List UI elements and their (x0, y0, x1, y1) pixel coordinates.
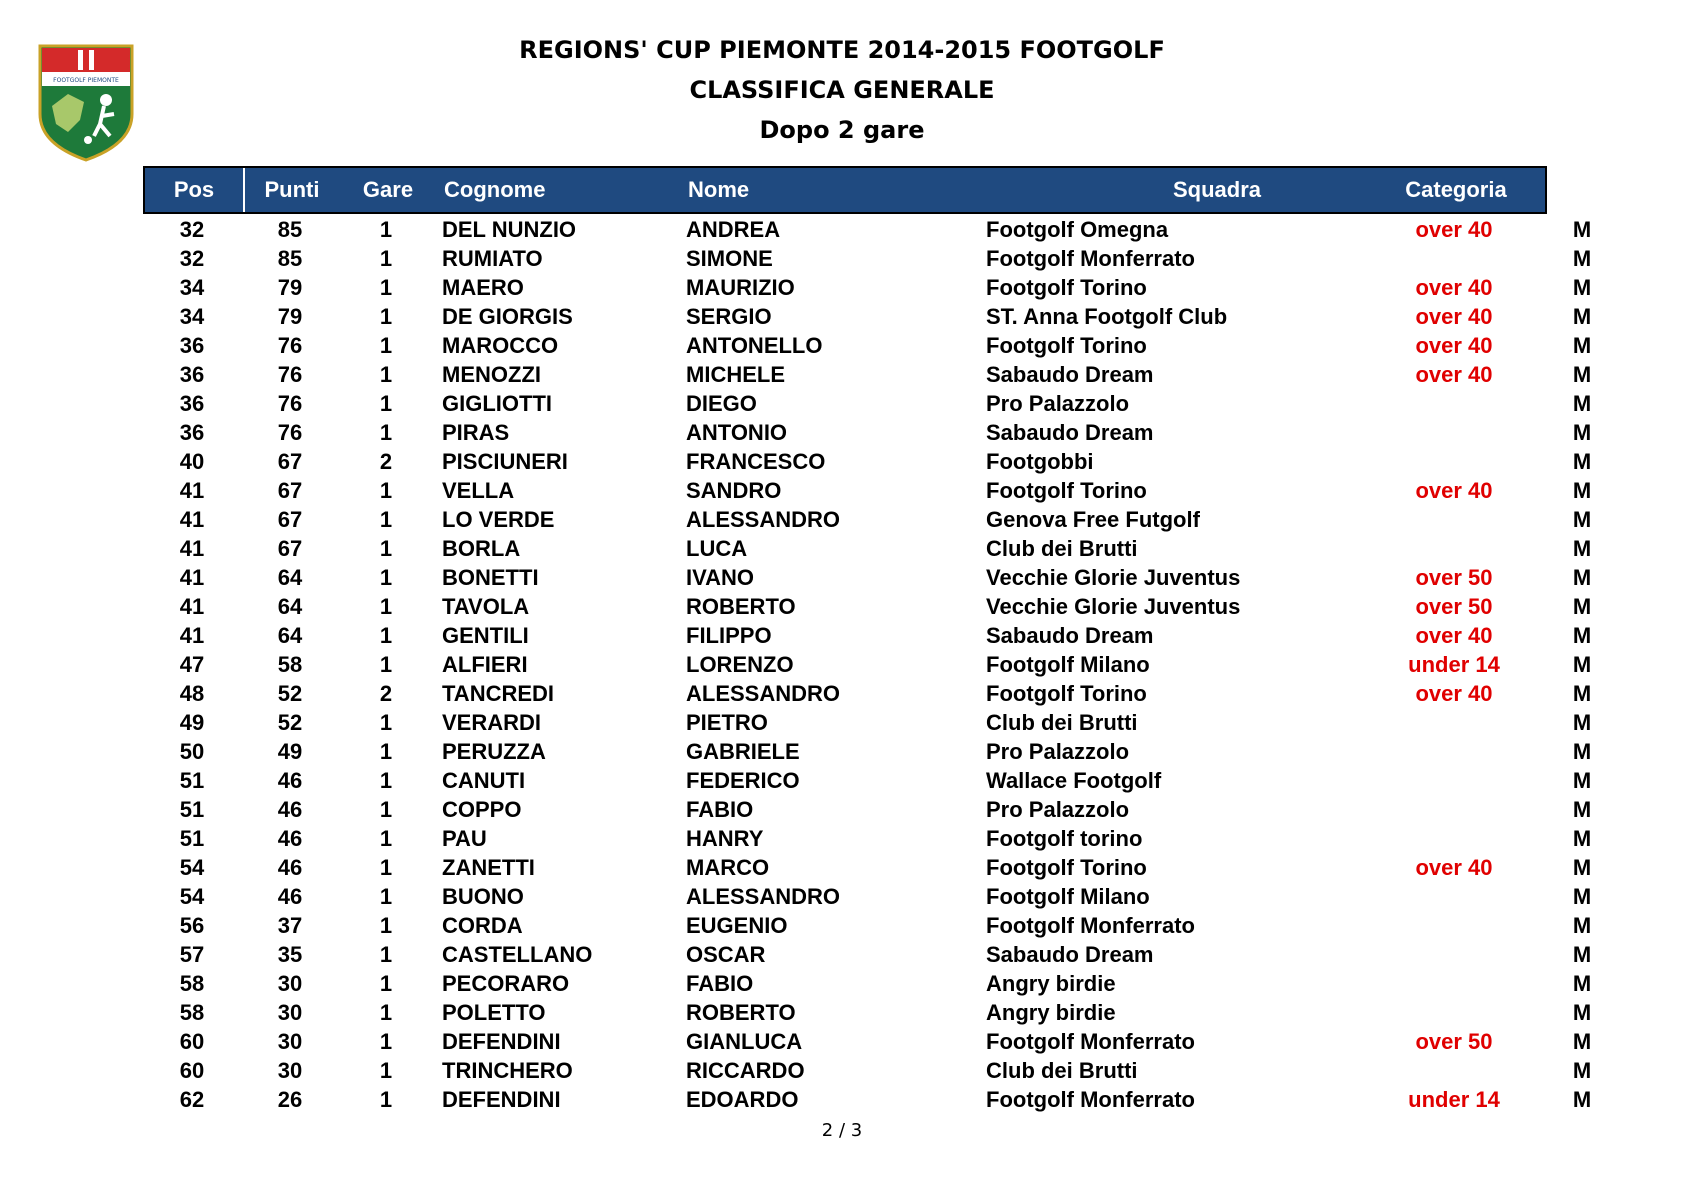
cell-categoria: over 40 (1415, 333, 1493, 358)
cell-cognome: PAU (442, 826, 487, 851)
table-row (143, 882, 1592, 911)
cell-punti: 76 (277, 333, 303, 358)
cell-gare: 1 (379, 797, 393, 822)
cell-punti: 85 (277, 246, 303, 271)
header-categoria: Categoria (1405, 177, 1507, 202)
cell-punti: 49 (277, 739, 303, 764)
cell-squadra: Club dei Brutti (986, 710, 1138, 735)
cell-squadra: Footgolf Milano (986, 884, 1150, 909)
cell-squadra: Footgolf Torino (986, 478, 1147, 503)
cell-mf: M (1572, 333, 1592, 358)
cell-nome: LUCA (686, 536, 748, 561)
table-row (143, 969, 1592, 998)
cell-squadra: Footgolf Milano (986, 652, 1150, 677)
cell-categoria: over 40 (1415, 275, 1493, 300)
cell-nome: FABIO (686, 797, 754, 822)
table-row (143, 592, 1592, 621)
cell-categoria: under 14 (1408, 652, 1500, 677)
cell-cognome: PERUZZA (442, 739, 546, 764)
cell-mf: M (1572, 797, 1592, 822)
cell-nome: OSCAR (686, 942, 766, 967)
document-status: Dopo 2 gare (759, 116, 925, 144)
cell-squadra: ST. Anna Footgolf Club (986, 304, 1228, 329)
cell-punti: 46 (277, 826, 303, 851)
cell-squadra: Angry birdie (986, 971, 1116, 996)
cell-categoria: over 50 (1415, 594, 1493, 619)
cell-categoria: over 40 (1415, 681, 1493, 706)
cell-nome: ALESSANDRO (686, 507, 841, 532)
cell-mf: M (1572, 710, 1592, 735)
cell-nome: HANRY (686, 826, 764, 851)
cell-gare: 1 (379, 971, 393, 996)
table-row (143, 331, 1592, 360)
cell-nome: FABIO (686, 971, 754, 996)
table-row (143, 563, 1592, 592)
cell-gare: 1 (379, 275, 393, 300)
cell-squadra: Sabaudo Dream (986, 420, 1154, 445)
cell-pos: 36 (179, 362, 205, 387)
cell-nome: ANTONIO (686, 420, 788, 445)
table-row (143, 244, 1592, 273)
cell-cognome: POLETTO (442, 1000, 546, 1025)
cell-gare: 1 (379, 536, 393, 561)
cell-categoria: over 40 (1415, 478, 1493, 503)
cell-cognome: BONETTI (442, 565, 539, 590)
cell-cognome: DEL NUNZIO (442, 217, 577, 242)
cell-punti: 52 (277, 681, 303, 706)
header-mf: M / F (1548, 177, 1600, 202)
cell-punti: 67 (277, 507, 303, 532)
table-row (143, 302, 1592, 331)
cell-cognome: TANCREDI (442, 681, 555, 706)
cell-gare: 1 (379, 884, 393, 909)
cell-punti: 37 (277, 913, 303, 938)
cell-squadra: Pro Palazzolo (986, 739, 1130, 764)
table-row (143, 824, 1592, 853)
cell-punti: 85 (277, 217, 303, 242)
cell-gare: 1 (379, 304, 393, 329)
table-row (143, 911, 1592, 940)
cell-mf: M (1572, 1029, 1592, 1054)
cell-mf: M (1572, 623, 1592, 648)
table-row (143, 708, 1592, 737)
header-nome: Nome (688, 177, 750, 202)
cell-mf: M (1572, 275, 1592, 300)
cell-pos: 34 (179, 304, 205, 329)
cell-squadra: Footgolf Monferrato (986, 913, 1195, 938)
cell-gare: 1 (379, 246, 393, 271)
cell-gare: 1 (379, 623, 393, 648)
cell-mf: M (1572, 362, 1592, 387)
header-squadra: Squadra (1172, 177, 1262, 202)
cell-squadra: Sabaudo Dream (986, 942, 1154, 967)
cell-gare: 1 (379, 855, 393, 880)
cell-nome: FILIPPO (686, 623, 772, 648)
cell-gare: 1 (379, 942, 393, 967)
cell-nome: ALESSANDRO (686, 681, 841, 706)
cell-cognome: BORLA (442, 536, 521, 561)
cell-mf: M (1572, 1000, 1592, 1025)
cell-gare: 1 (379, 826, 393, 851)
cell-pos: 41 (179, 594, 205, 619)
cell-gare: 2 (379, 681, 393, 706)
cell-cognome: CASTELLANO (442, 942, 593, 967)
cell-cognome: MENOZZI (442, 362, 541, 387)
logo-text: FOOTGOLF PIEMONTE (53, 77, 119, 84)
cell-pos: 54 (179, 884, 205, 909)
cell-cognome: DEFENDINI (442, 1029, 561, 1054)
cell-cognome: CORDA (442, 913, 523, 938)
cell-squadra: Angry birdie (986, 1000, 1116, 1025)
cell-nome: ANTONELLO (686, 333, 823, 358)
cell-mf: M (1572, 565, 1592, 590)
cell-pos: 56 (179, 913, 205, 938)
cell-pos: 51 (179, 768, 205, 793)
cell-cognome: LO VERDE (442, 507, 555, 532)
cell-mf: M (1572, 855, 1592, 880)
cell-pos: 36 (179, 333, 205, 358)
cell-pos: 34 (179, 275, 205, 300)
header-pos: Pos (173, 177, 215, 202)
table-row (143, 389, 1592, 418)
table-row (143, 679, 1592, 708)
cell-punti: 30 (277, 1029, 303, 1054)
standings-table (143, 215, 1592, 1114)
cell-nome: SIMONE (686, 246, 773, 271)
cell-pos: 32 (179, 246, 205, 271)
cell-cognome: VERARDI (442, 710, 542, 735)
header-punti: Punti (264, 177, 320, 202)
cell-punti: 26 (277, 1087, 303, 1112)
cell-punti: 46 (277, 884, 303, 909)
cell-pos: 51 (179, 826, 205, 851)
cell-gare: 1 (379, 594, 393, 619)
cell-squadra: Footgobbi (986, 449, 1094, 474)
cell-pos: 36 (179, 420, 205, 445)
cell-punti: 64 (277, 594, 303, 619)
cell-nome: FEDERICO (686, 768, 800, 793)
cell-punti: 58 (277, 652, 303, 677)
cell-pos: 32 (179, 217, 205, 242)
cell-squadra: Footgolf Torino (986, 275, 1147, 300)
table-row (143, 650, 1592, 679)
table-row (143, 737, 1592, 766)
title-block (0, 30, 1684, 150)
cell-cognome: GIGLIOTTI (442, 391, 552, 416)
cell-mf: M (1572, 391, 1592, 416)
cell-categoria: over 50 (1415, 1029, 1493, 1054)
cell-categoria: over 50 (1415, 565, 1493, 590)
cell-cognome: DEFENDINI (442, 1087, 561, 1112)
table-row (143, 998, 1592, 1027)
document-subtitle: CLASSIFICA GENERALE (689, 76, 995, 104)
cell-mf: M (1572, 942, 1592, 967)
cell-nome: ROBERTO (686, 1000, 796, 1025)
cell-cognome: RUMIATO (442, 246, 543, 271)
cell-nome: DIEGO (686, 391, 757, 416)
cell-cognome: ZANETTI (442, 855, 535, 880)
cell-punti: 79 (277, 304, 303, 329)
cell-pos: 58 (179, 1000, 205, 1025)
cell-categoria: over 40 (1415, 855, 1493, 880)
cell-punti: 64 (277, 565, 303, 590)
cell-nome: MICHELE (686, 362, 785, 387)
cell-squadra: Vecchie Glorie Juventus (986, 594, 1241, 619)
cell-mf: M (1572, 768, 1592, 793)
cell-mf: M (1572, 1058, 1592, 1083)
cell-mf: M (1572, 739, 1592, 764)
table-row (143, 418, 1592, 447)
cell-squadra: Club dei Brutti (986, 536, 1138, 561)
cell-punti: 35 (277, 942, 303, 967)
cell-gare: 1 (379, 565, 393, 590)
cell-pos: 36 (179, 391, 205, 416)
table-row (143, 853, 1592, 882)
cell-mf: M (1572, 884, 1592, 909)
cell-punti: 67 (277, 536, 303, 561)
cell-pos: 48 (179, 681, 205, 706)
cell-nome: PIETRO (686, 710, 768, 735)
cell-squadra: Wallace Footgolf (986, 768, 1162, 793)
cell-gare: 1 (379, 391, 393, 416)
cell-squadra: Footgolf Omegna (986, 217, 1169, 242)
cell-categoria: over 40 (1415, 304, 1493, 329)
cell-gare: 1 (379, 1087, 393, 1112)
cell-cognome: GENTILI (442, 623, 529, 648)
cell-mf: M (1572, 217, 1592, 242)
cell-nome: SERGIO (686, 304, 772, 329)
cell-punti: 46 (277, 768, 303, 793)
cell-mf: M (1572, 536, 1592, 561)
cell-mf: M (1572, 246, 1592, 271)
cell-punti: 30 (277, 1000, 303, 1025)
cell-mf: M (1572, 507, 1592, 532)
table-row (143, 766, 1592, 795)
cell-mf: M (1572, 971, 1592, 996)
cell-mf: M (1572, 420, 1592, 445)
cell-categoria: over 40 (1415, 362, 1493, 387)
cell-nome: GIANLUCA (686, 1029, 803, 1054)
cell-cognome: DE GIORGIS (442, 304, 573, 329)
cell-mf: M (1572, 478, 1592, 503)
cell-pos: 49 (179, 710, 205, 735)
cell-punti: 79 (277, 275, 303, 300)
table-row (143, 476, 1592, 505)
cell-pos: 51 (179, 797, 205, 822)
cell-squadra: Footgolf torino (986, 826, 1143, 851)
cell-pos: 54 (179, 855, 205, 880)
cell-mf: M (1572, 826, 1592, 851)
cell-cognome: PECORARO (442, 971, 570, 996)
table-row (143, 273, 1592, 302)
cell-cognome: PIRAS (442, 420, 510, 445)
cell-nome: FRANCESCO (686, 449, 826, 474)
cell-categoria: under 14 (1408, 1087, 1500, 1112)
cell-squadra: Footgolf Torino (986, 681, 1147, 706)
cell-cognome: MAROCCO (442, 333, 559, 358)
cell-gare: 1 (379, 362, 393, 387)
cell-pos: 62 (179, 1087, 205, 1112)
cell-pos: 41 (179, 507, 205, 532)
cell-nome: SANDRO (686, 478, 782, 503)
cell-squadra: Sabaudo Dream (986, 362, 1154, 387)
cell-gare: 1 (379, 913, 393, 938)
table-row (143, 1056, 1592, 1085)
cell-nome: MARCO (686, 855, 770, 880)
cell-pos: 47 (179, 652, 205, 677)
table-row (143, 215, 1592, 244)
cell-mf: M (1572, 681, 1592, 706)
header-cognome: Cognome (444, 177, 546, 202)
cell-categoria: over 40 (1415, 217, 1493, 242)
cell-gare: 1 (379, 217, 393, 242)
cell-nome: EDOARDO (686, 1087, 799, 1112)
cell-punti: 30 (277, 1058, 303, 1083)
cell-nome: MAURIZIO (686, 275, 795, 300)
cell-squadra: Footgolf Torino (986, 333, 1147, 358)
cell-nome: LORENZO (686, 652, 794, 677)
cell-mf: M (1572, 913, 1592, 938)
cell-squadra: Genova Free Futgolf (986, 507, 1200, 532)
cell-squadra: Sabaudo Dream (986, 623, 1154, 648)
cell-cognome: MAERO (442, 275, 524, 300)
cell-punti: 76 (277, 391, 303, 416)
table-row (143, 795, 1592, 824)
cell-pos: 40 (179, 449, 205, 474)
cell-gare: 1 (379, 710, 393, 735)
cell-punti: 76 (277, 420, 303, 445)
cell-gare: 1 (379, 739, 393, 764)
cell-pos: 41 (179, 536, 205, 561)
table-row (143, 1027, 1592, 1056)
cell-squadra: Footgolf Monferrato (986, 246, 1195, 271)
cell-pos: 60 (179, 1058, 205, 1083)
cell-cognome: TAVOLA (442, 594, 530, 619)
cell-gare: 2 (379, 449, 393, 474)
table-header (143, 166, 1600, 214)
cell-punti: 76 (277, 362, 303, 387)
table-row (143, 1085, 1592, 1114)
cell-punti: 64 (277, 623, 303, 648)
cell-nome: GABRIELE (686, 739, 800, 764)
cell-squadra: Pro Palazzolo (986, 797, 1130, 822)
cell-pos: 60 (179, 1029, 205, 1054)
cell-mf: M (1572, 652, 1592, 677)
cell-gare: 1 (379, 1000, 393, 1025)
cell-mf: M (1572, 1087, 1592, 1112)
cell-punti: 46 (277, 855, 303, 880)
cell-gare: 1 (379, 768, 393, 793)
document-title: REGIONS' CUP PIEMONTE 2014-2015 FOOTGOLF (519, 36, 1165, 64)
cell-gare: 1 (379, 652, 393, 677)
cell-squadra: Footgolf Monferrato (986, 1029, 1195, 1054)
page-number: 2 / 3 (821, 1120, 863, 1141)
cell-cognome: BUONO (442, 884, 524, 909)
cell-pos: 58 (179, 971, 205, 996)
cell-pos: 50 (179, 739, 205, 764)
cell-nome: RICCARDO (686, 1058, 805, 1083)
cell-gare: 1 (379, 478, 393, 503)
cell-pos: 41 (179, 565, 205, 590)
table-row (143, 360, 1592, 389)
cell-mf: M (1572, 449, 1592, 474)
cell-gare: 1 (379, 420, 393, 445)
cell-squadra: Pro Palazzolo (986, 391, 1130, 416)
cell-gare: 1 (379, 1029, 393, 1054)
cell-gare: 1 (379, 1058, 393, 1083)
cell-cognome: PISCIUNERI (442, 449, 568, 474)
cell-pos: 57 (179, 942, 205, 967)
cell-mf: M (1572, 594, 1592, 619)
cell-squadra: Footgolf Torino (986, 855, 1147, 880)
cell-punti: 30 (277, 971, 303, 996)
cell-nome: EUGENIO (686, 913, 788, 938)
header-gare: Gare (362, 177, 414, 202)
cell-cognome: TRINCHERO (442, 1058, 573, 1083)
cell-squadra: Footgolf Monferrato (986, 1087, 1195, 1112)
table-row (143, 447, 1592, 476)
cell-punti: 67 (277, 449, 303, 474)
cell-punti: 67 (277, 478, 303, 503)
cell-gare: 1 (379, 507, 393, 532)
cell-nome: ALESSANDRO (686, 884, 841, 909)
cell-cognome: ALFIERI (442, 652, 528, 677)
cell-pos: 41 (179, 623, 205, 648)
table-row (143, 505, 1592, 534)
cell-gare: 1 (379, 333, 393, 358)
cell-cognome: CANUTI (442, 768, 526, 793)
cell-nome: ROBERTO (686, 594, 796, 619)
cell-categoria: over 40 (1415, 623, 1493, 648)
table-row (143, 534, 1592, 563)
cell-cognome: COPPO (442, 797, 522, 822)
cell-squadra: Club dei Brutti (986, 1058, 1138, 1083)
table-row (143, 940, 1592, 969)
cell-mf: M (1572, 304, 1592, 329)
cell-pos: 41 (179, 478, 205, 503)
cell-punti: 52 (277, 710, 303, 735)
table-row (143, 621, 1592, 650)
cell-cognome: VELLA (442, 478, 515, 503)
cell-nome: IVANO (686, 565, 755, 590)
cell-nome: ANDREA (686, 217, 781, 242)
cell-squadra: Vecchie Glorie Juventus (986, 565, 1241, 590)
cell-punti: 46 (277, 797, 303, 822)
